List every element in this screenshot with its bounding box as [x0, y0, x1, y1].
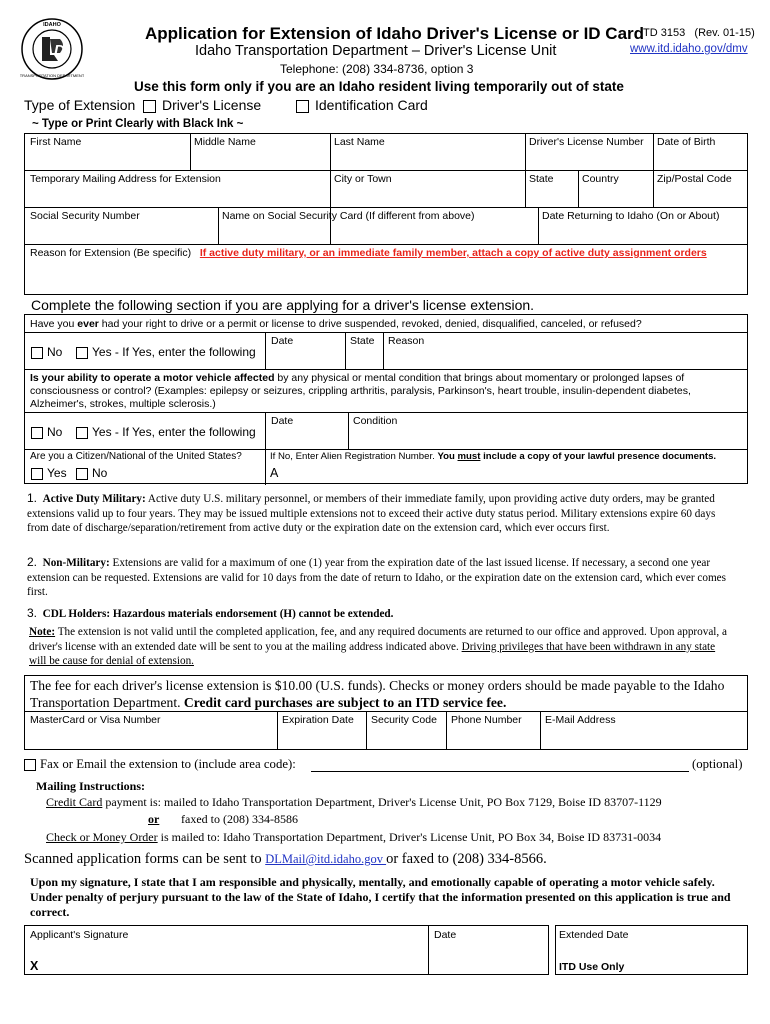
option-id-card: Identification Card: [315, 97, 428, 113]
mailing-check: Check or Money Order is mailed to: Idaho Transportation Department, Driver's License Unit, PO Box 34, Boise ID 83731-0034: [46, 830, 662, 844]
reason-field[interactable]: [30, 247, 707, 259]
military-orders-note: If active duty military, or an immediate family member, attach a copy of active duty assignment orders: [199, 247, 707, 259]
note-active-duty: 1. Active Duty Military: Active duty U.S. military personnel, or members of their immediate family, upon providing active duty orders, may be granted extensions valid up to four years. They may be issued multiple extensions not to exceed their active duty status period. Military extensions expire 60 days from date of discharge/separation/retirement from active duty or the expiration date on the extension card, which ever occurs first.: [27, 491, 716, 535]
phone-number-field[interactable]: Phone Number: [451, 714, 522, 726]
svg-text:IDAHO: IDAHO: [43, 22, 61, 28]
note-approval: Note: The extension is not valid until the completed application, fee, and any required documents are returned to our office and approved. Upon approval, a driver's license with an extended date will be sent to you at the mailing address indicated above. Driving privileges that have been withdrawn in any state will be cause for denial of extension.: [29, 626, 727, 668]
fax-option-checkbox[interactable]: [24, 759, 36, 771]
certification-text: Upon my signature, I state that I am responsible and physically, mentally, and emotionally capable of operating a motor vehicle safely. Under penalty of perjury pursuant to the law of the State of Idaho, I certify that the information presented on this application is true and correct.: [30, 875, 731, 919]
checkbox-id-card[interactable]: [296, 100, 309, 113]
city-field[interactable]: City or Town: [334, 173, 392, 185]
medical-no-checkbox[interactable]: [31, 427, 43, 439]
option-drivers-license: Driver's License: [162, 97, 262, 113]
middle-name-field[interactable]: Middle Name: [194, 136, 256, 148]
medical-question: Is your ability to operate a motor vehicle affected by any physical or mental condition that brings about momentary or prolonged lapses of consciousness or control? (Examples: epilepsy or seizures, crippling arthritis, paralysis, Parkinson's, heart trouble, insulin-dependent diabetes, Alzheimer's, strokes, multiple sclerosis.): [30, 372, 691, 410]
mailing-heading: Mailing Instructions:: [36, 779, 146, 793]
itd-seal-icon: [20, 17, 84, 81]
suspension-state-field[interactable]: State: [350, 335, 375, 347]
fax-option-label: Fax or Email the extension to (include area code):: [40, 757, 296, 771]
dob-field[interactable]: Date of Birth: [657, 136, 716, 148]
telephone: Telephone: (208) 334-8736, option 3: [280, 62, 474, 76]
print-instruction: ~ Type or Print Clearly with Black Ink ~: [32, 118, 244, 130]
zip-field[interactable]: Zip/Postal Code: [657, 173, 732, 185]
svg-text:TRANSPORTATION DEPARTMENT: TRANSPORTATION DEPARTMENT: [20, 73, 84, 78]
applicant-info-box: [24, 133, 748, 295]
usage-notice: Use this form only if you are an Idaho resident living temporarily out of state: [134, 79, 624, 94]
security-code-field[interactable]: Security Code: [371, 714, 437, 726]
suspension-reason-field[interactable]: Reason: [388, 335, 425, 347]
card-number-field[interactable]: MasterCard or Visa Number: [30, 714, 161, 726]
mailing-or: or: [148, 812, 160, 826]
fax-option-input[interactable]: [311, 771, 689, 772]
citizen-no-label: No: [92, 466, 108, 480]
medical-no-label: No: [47, 425, 63, 439]
extension-type: [24, 97, 135, 113]
itd-use-only-label: ITD Use Only: [559, 961, 625, 973]
medical-date-field[interactable]: Date: [271, 415, 294, 427]
extension-type-label: Type of Extension: [24, 97, 136, 113]
alien-instruction: If No, Enter Alien Registration Number. You must include a copy of your lawful presence documents.: [270, 451, 717, 462]
first-name-field[interactable]: First Name: [30, 136, 82, 148]
itd-use-box: [555, 925, 748, 975]
country-field[interactable]: Country: [582, 173, 619, 185]
medical-yes-label: Yes - If Yes, enter the following: [92, 425, 256, 439]
note-non-military: 2. Non-Military: Extensions are valid for a maximum of one (1) year from the expiration date of the last issued license. If necessary, a second one year extension can be requested. Extensions are valid for 10 days from the date of return to Idaho, or the expiration date on the extension card, which ever comes first.: [27, 555, 726, 599]
state-field[interactable]: State: [529, 173, 554, 185]
citizen-no-checkbox[interactable]: [76, 468, 88, 480]
citizen-question: Are you a Citizen/National of the United States?: [30, 451, 242, 462]
form-number: ITD 3153 (Rev. 01-15): [640, 27, 755, 39]
signature-box: [24, 925, 549, 975]
mailing-credit: Credit Card payment is: mailed to Idaho Transportation Department, Driver's License Unit, PO Box 7129, Boise ID 83707-1129: [46, 795, 662, 809]
svg-text:D: D: [54, 42, 65, 59]
expiration-date-field[interactable]: Expiration Date: [282, 714, 354, 726]
ssn-field[interactable]: Social Security Number: [30, 210, 140, 222]
suspension-no-checkbox[interactable]: [31, 347, 43, 359]
email-address-field[interactable]: E-Mail Address: [545, 714, 616, 726]
suspension-yes-label: Yes - If Yes, enter the following: [92, 345, 256, 359]
mailing-address-field[interactable]: Temporary Mailing Address for Extension: [30, 173, 221, 185]
medical-condition-field[interactable]: Condition: [353, 415, 398, 427]
note-cdl: 3. CDL Holders: Hazardous materials endorsement (H) cannot be extended.: [27, 606, 394, 620]
signature-field[interactable]: Applicant's Signature: [30, 929, 129, 941]
citizen-yes-label: Yes: [47, 466, 67, 480]
last-name-field[interactable]: Last Name: [334, 136, 385, 148]
reason-label: Reason for Extension (Be specific): [30, 247, 192, 259]
suspension-question: Have you ever had your right to drive or a permit or license to drive suspended, revoked, denied, disqualified, canceled, or refused?: [30, 318, 642, 330]
alien-number-field[interactable]: A: [270, 466, 279, 480]
dl-number-field[interactable]: Driver's License Number: [529, 136, 644, 148]
dl-section-box: [24, 314, 748, 484]
website-link[interactable]: www.itd.idaho.gov/dmv: [630, 43, 748, 55]
checkbox-drivers-license[interactable]: [143, 100, 156, 113]
ss-name-field[interactable]: Name on Social Security Card (If different from above): [222, 210, 475, 222]
extended-date-label: Extended Date: [559, 929, 629, 941]
signature-date-field[interactable]: Date: [434, 929, 457, 941]
fax-optional-label: (optional): [692, 757, 743, 771]
mailing-fax: faxed to (208) 334-8586: [181, 812, 298, 826]
suspension-yes-checkbox[interactable]: [76, 347, 88, 359]
suspension-date-field[interactable]: Date: [271, 335, 294, 347]
form-subtitle: Idaho Transportation Department – Driver's License Unit: [195, 43, 557, 59]
return-date-field[interactable]: Date Returning to Idaho (On or About): [542, 210, 720, 222]
scanned-forms: Scanned application forms can be sent to DLMail@itd.idaho.gov or faxed to (208) 334-8566.: [24, 851, 547, 867]
signature-x: X: [30, 959, 39, 973]
fee-box: [24, 675, 748, 750]
dl-section-heading: Complete the following section if you are applying for a driver's license extension.: [31, 297, 535, 313]
form-title: Application for Extension of Idaho Driver's License or ID Card: [145, 24, 645, 43]
suspension-no-label: No: [47, 345, 63, 359]
medical-yes-checkbox[interactable]: [76, 427, 88, 439]
dlmail-link[interactable]: DLMail@itd.idaho.gov: [265, 852, 387, 866]
fee-text: The fee for each driver's license extension is $10.00 (U.S. funds). Checks or money orders should be made payable to the Idaho Transportation Department. Credit card purchases are subject to an ITD service fee.: [30, 678, 725, 710]
itd-logo: [20, 17, 84, 81]
citizen-yes-checkbox[interactable]: [31, 468, 43, 480]
